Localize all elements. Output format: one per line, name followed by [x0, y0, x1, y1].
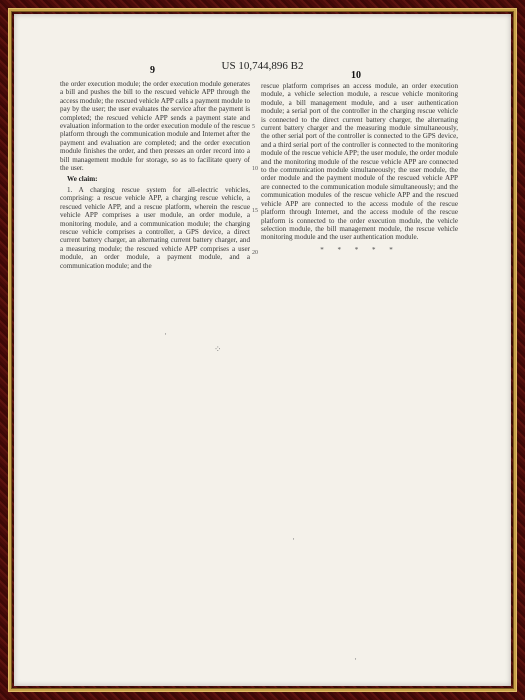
speck: ·	[164, 329, 167, 339]
line-number: 20	[252, 250, 258, 256]
patent-number: US 10,744,896 B2	[221, 60, 304, 72]
speck: ·	[354, 654, 357, 664]
claims-heading: We claim:	[67, 175, 98, 184]
claim-1-text: 1. A charging rescue system for all-electric vehicles, comprising: a rescue vehicle APP, a charging rescue vehicle, a rescued vehicle APP, and a rescue platform, wherein the rescue vehicle APP comprises a user module, an order module, a monitoring module, and a communication module; the charging rescue vehicle comprises a controller, a GPS device, a direct current battery charger, an alternating current battery charger, and a measuring module; the rescued vehicle APP comprises a user module, an order module, a payment module, and a communication module; and the	[60, 185, 250, 270]
document-page	[14, 14, 511, 686]
right-column	[261, 82, 458, 254]
left-column-number: 9	[150, 65, 155, 76]
left-column	[60, 80, 250, 270]
left-paragraph: the order execution module; the order execution module generates a bill and pushes the bill to the rescued vehicle APP through the access module; the rescued vehicle APP calls a payment module to pay by the user; the user evaluates the service after the payment is completed; the rescued vehicle APP sends a payment state and evaluation information to the order execution module of the rescue platform through the communication module and Internet after the payment and evaluation are completed; and the order execution module finishes the order, and then presses an order record into a bill management module for storage, so as to facilitate query of the user.	[60, 80, 250, 173]
end-marks: * * * * *	[320, 245, 399, 254]
speck: ·	[292, 534, 295, 544]
speck: ⁘	[214, 344, 222, 354]
right-column-number: 10	[351, 70, 361, 81]
line-number: 15	[252, 208, 258, 214]
line-number: 5	[252, 124, 255, 130]
right-paragraph: rescue platform comprises an access module, an order execution module, a vehicle selection module, a rescue vehicle monitoring module, a bill management module, and a user authentication module; a serial port of the controller in the charging rescue vehicle is connected to the direct current battery charger, the alternating current battery charger and the measuring module simultaneously, the other serial port of the controller is connected to the GPS device, and a third serial port of the controller is connected to the monitoring module of the rescue vehicle APP; the user module, the order module and the monitoring module of the rescue vehicle APP are connected to the communication module simultaneously; the user module, the order module and the payment module of the rescued vehicle APP are connected to the communication module simultaneously; and the communication modules of the rescue vehicle APP and the rescued vehicle APP are connected to the access module of the rescue platform through Internet, and the access module of the rescue platform is connected to the order execution module, the vehicle selection module, the bill management module, the rescue vehicle monitoring module and the user authentication module.	[261, 82, 458, 242]
line-number: 10	[252, 166, 258, 172]
